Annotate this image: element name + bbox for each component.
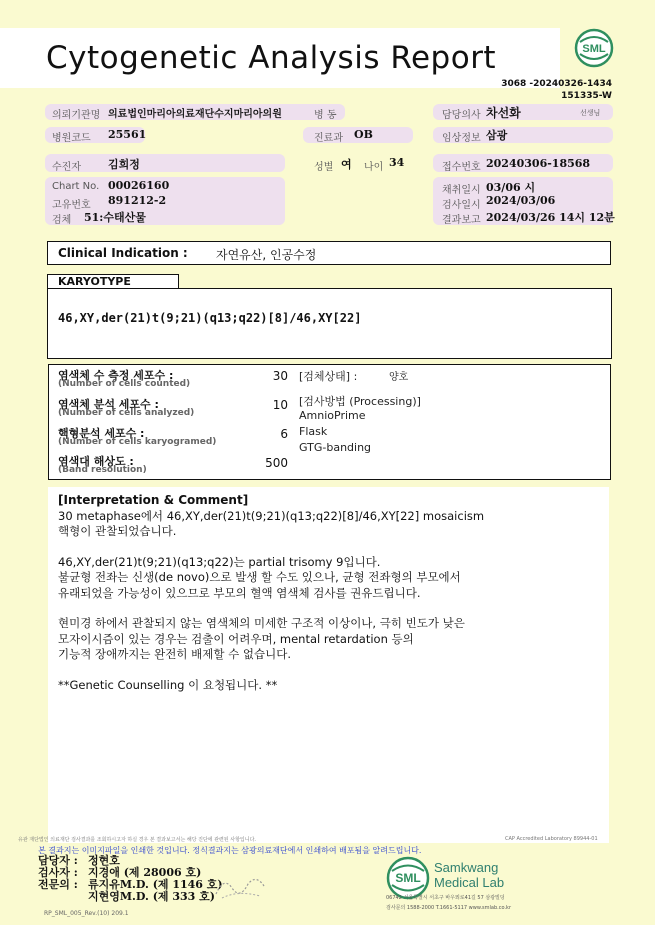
processing-item-3: GTG-banding — [299, 441, 372, 454]
staff-name-3: 류지유M.D. (제 1146 호) — [88, 878, 223, 891]
document-number-line1: 3068 -20240326-1434 — [501, 79, 612, 89]
document-number — [501, 78, 612, 102]
collect-label: 채취일시 — [442, 185, 481, 196]
staff-name-2: 지경애 (제 28006 호) — [88, 866, 202, 879]
collect-value: 03/06 시 — [486, 181, 536, 194]
karyotype-box — [47, 288, 612, 359]
footer-fine-left: 유관 재단법인 의료재단 검사결과를 조회하시고자 하실 경우 본 결과보고서는 해당 진단에 관련된 사항입니다. — [18, 837, 257, 843]
report-label: 결과보고 — [442, 215, 481, 226]
count-value-4: 500 — [265, 456, 288, 470]
staff-name-1: 정현호 — [88, 854, 120, 867]
brand-line2: Medical Lab — [434, 875, 505, 890]
footer-address: 06742 서울특별시 서초구 바우뫼로41길 57 삼광빌딩 — [386, 895, 505, 901]
svg-text:SML: SML — [582, 43, 606, 55]
dept-label: 진료과 — [314, 133, 343, 144]
count-label-3: 핵형분석 세포수 : — [58, 427, 145, 440]
comment-p3-line1: 현미경 하에서 관찰되지 않는 염색체의 미세한 구조적 이상이나, 극히 빈도가 낮은 — [58, 616, 465, 630]
staff-role-3: 전문의 : — [38, 878, 78, 891]
age-label: 나이 — [364, 162, 384, 173]
chart-value: 00026160 — [108, 179, 170, 192]
svg-text:SML: SML — [395, 871, 421, 885]
unique-label: 고유번호 — [52, 200, 91, 211]
doctor-suffix: 선생님 — [580, 109, 601, 117]
specimen-label: 검체 — [52, 215, 72, 226]
staff-name-4: 지현영M.D. (제 333 호) — [88, 890, 215, 903]
count-sub-3: (Number of cells karyogramed) — [58, 437, 217, 447]
count-sub-4: (Band resolution) — [58, 465, 147, 475]
test-value: 2024/03/06 — [486, 194, 556, 207]
specimen-state-value: 양호 — [389, 372, 409, 383]
processing-item-1: AmnioPrime — [299, 409, 366, 422]
staff-role-1: 담당자 : — [38, 854, 78, 867]
comment-p2-line1: 46,XY,der(21)t(9;21)(q13;q22)는 partial trisomy 9입니다. — [58, 554, 381, 569]
comment-heading: [Interpretation & Comment] — [58, 493, 249, 507]
count-value-1: 30 — [272, 369, 288, 383]
staff-role-2: 검사자 : — [38, 866, 78, 879]
clinical-label: 임상정보 — [442, 133, 481, 144]
patient-value: 김희정 — [108, 158, 140, 171]
staff-list — [38, 855, 223, 903]
processing-item-2: Flask — [299, 425, 328, 438]
comment-p2-line2: 불균형 전좌는 신생(de novo)으로 발생 할 수도 있으나, 균형 전좌형의 부모에서 — [58, 570, 461, 584]
comment-p2-line3: 유래되었을 가능성이 있으므로 부모의 혈액 염색체 검사를 권유드립니다. — [58, 585, 421, 600]
patient-pill — [45, 154, 285, 172]
comment-p3-line3: 기능적 장애까지는 완전히 배제할 수 없습니다. — [58, 647, 292, 661]
ward-label: 병 동 — [314, 110, 337, 121]
age-value: 34 — [389, 156, 405, 169]
clinical-indication-box — [47, 241, 611, 265]
hospital-value: 의료법인마리아의료재단수지마리아의원 — [108, 109, 282, 120]
comment-p3-line2: 모자이시즘이 있는 경우는 검출이 어려우며, mental retardation 등의 — [58, 631, 414, 646]
sex-label: 성별 — [314, 162, 334, 173]
sml-logo-icon — [574, 28, 614, 68]
chart-label: Chart No. — [52, 181, 100, 192]
signature-icon — [212, 866, 272, 902]
footer-code: RP_SML_005_Rev.(10) 209.1 — [44, 910, 129, 917]
clinical-indication-value: 자연유산, 인공수정 — [216, 248, 317, 262]
count-value-2: 10 — [272, 398, 288, 412]
brand-line1: Samkwang — [434, 860, 499, 875]
document-number-line2: 151335-W — [561, 91, 612, 101]
comment-p4: **Genetic Counselling 이 요청됩니다. ** — [58, 677, 278, 692]
count-label-2: 염색체 분석 세포수 : — [58, 398, 159, 411]
report-value: 2024/03/26 14시 12분 — [486, 211, 615, 224]
receipt-value: 20240306-18568 — [486, 157, 591, 170]
count-sub-1: (Number of cells counted) — [58, 379, 191, 389]
code-value: 25561 — [108, 128, 147, 141]
specimen-value: 51:수태산물 — [84, 211, 146, 224]
comment-p1-line1: 30 metaphase에서 46,XY,der(21)t(9;21)(q13;q22)[8]/46,XY[22] mosaicism — [58, 508, 485, 523]
sex-value: 여 — [341, 158, 352, 171]
doctor-label: 담당의사 — [442, 110, 481, 121]
clinical-indication-label: Clinical Indication : — [58, 246, 188, 260]
code-label: 병원코드 — [52, 133, 91, 144]
count-label-4: 염색대 해상도 : — [58, 455, 134, 468]
karyotype-tab: KARYOTYPE — [47, 274, 179, 289]
hospital-label: 의뢰기관명 — [52, 110, 101, 121]
count-value-3: 6 — [280, 427, 288, 441]
processing-label: [검사방법 (Processing)] — [299, 395, 421, 408]
comment-p1-line2: 핵형이 관찰되었습니다. — [58, 524, 177, 538]
count-sub-2: (Number of cells analyzed) — [58, 408, 195, 418]
report-title: Cytogenetic Analysis Report — [46, 40, 497, 76]
receipt-label: 접수번호 — [442, 162, 481, 173]
footer-fine-right: CAP Accredited Laboratory 89944-01 — [505, 836, 598, 842]
dept-value: OB — [354, 128, 373, 141]
footer-contact: 검사문의 1588-2000 T.1661-5117 www.smlab.co.kr — [386, 905, 511, 911]
doctor-value: 차선화 — [486, 106, 521, 120]
clinical-value: 삼광 — [486, 129, 508, 142]
footer-notice: 본 결과지는 이미지파일을 인쇄한 것입니다. 정식결과지는 삼광의료재단에서 인쇄하여 배포됨을 알려드립니다. — [38, 846, 422, 855]
patient-label: 수진자 — [52, 162, 81, 173]
interpretation-comment — [58, 493, 598, 693]
count-label-1: 염색체 수 측정 세포수 : — [58, 369, 174, 382]
karyotype-value: 46,XY,der(21)t(9;21)(q13;q22)[8]/46,XY[22] — [58, 311, 362, 325]
test-label: 검사일시 — [442, 200, 481, 211]
brand-name — [434, 860, 504, 890]
specimen-state-label: [검체상태] : — [299, 370, 358, 383]
unique-value: 891212-2 — [108, 194, 167, 207]
